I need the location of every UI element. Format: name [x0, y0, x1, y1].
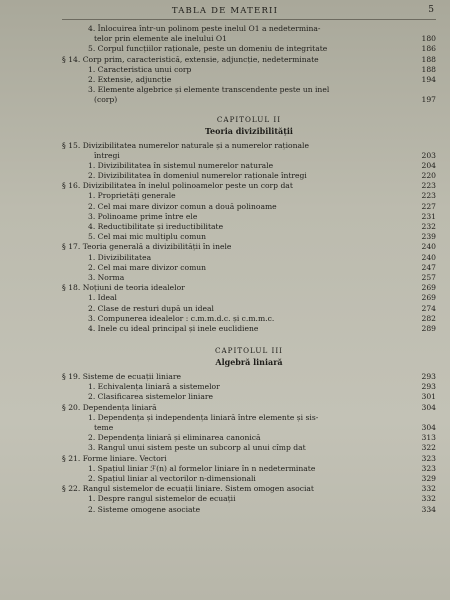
toc-entry-text: § 15. Divizibilitatea numerelor naturale și a numerelor raționale — [62, 140, 309, 150]
toc-subsection-entry — [62, 324, 436, 334]
toc-page-number: 220 — [421, 171, 436, 181]
toc-page-number: 304 — [421, 402, 436, 412]
toc-entry-text: teme — [94, 423, 114, 432]
toc-subsection-entry — [62, 273, 436, 283]
toc-subsection-entry — [62, 304, 436, 314]
toc-page-number: 293 — [421, 372, 436, 382]
toc-section-entry — [62, 484, 436, 494]
toc-page-number: 269 — [421, 293, 436, 303]
toc-section-entry — [62, 242, 436, 252]
toc-page-number: 282 — [421, 313, 436, 323]
toc-subsection-entry — [62, 191, 436, 201]
toc-page-number: 274 — [421, 303, 436, 313]
toc-entry-text: 2. Clase de resturi după un ideal — [88, 303, 214, 313]
toc-page-number: 289 — [421, 323, 436, 333]
chapter-label: CAPITOLUL II — [216, 114, 282, 124]
toc-entry-text: 2. Sisteme omogene asociate — [88, 504, 201, 514]
toc-subsection-entry — [62, 263, 436, 273]
toc-section-entry — [62, 55, 436, 65]
toc-subsection-entry — [62, 505, 436, 515]
toc-page-number: 240 — [421, 252, 436, 262]
toc-page-number: 188 — [421, 54, 436, 64]
toc-subsection-entry — [62, 293, 436, 303]
toc-entry-text: 3. Elemente algebrice și elemente transcendente peste un inel — [88, 85, 330, 95]
toc-subsection-entry — [62, 44, 436, 54]
toc-entry-text: 3. Compunerea idealelor : c.m.m.d.c. și c.m.m.c. — [88, 313, 275, 323]
toc-entry-text: 1. Despre rangul sistemelor de ecuații — [88, 494, 236, 504]
toc-subsection-entry — [62, 253, 436, 263]
toc-page-number: 257 — [421, 272, 436, 282]
toc-entry-text: 1. Caracteristica unui corp — [88, 64, 192, 74]
toc-entry-text: 2. Cel mai mare divizor comun a două polinoame — [88, 201, 277, 211]
toc-subsection-entry — [62, 202, 436, 212]
toc-entry-text: § 19. Sisteme de ecuații liniare — [62, 372, 181, 382]
toc-entry-text: § 20. Dependența liniară — [62, 402, 157, 412]
toc-page-number: 203 — [421, 150, 436, 160]
toc-entry-text: § 22. Rangul sistemelor de ecuații liniare. Sistem omogen asociat — [62, 484, 314, 494]
toc-entry-text: 3. Rangul unui sistem peste un subcorp al unui cîmp dat — [88, 443, 306, 453]
toc-subsection-entry — [62, 65, 436, 75]
toc-entry-text: 5. Corpul funcțiilor raționale, peste un domeniu de integritate — [88, 44, 328, 54]
toc-subsection-entry — [62, 314, 436, 324]
toc-entry-text: 1. Dependența și independența liniară între elemente și sis- — [88, 412, 319, 422]
table-of-contents — [62, 24, 436, 515]
toc-entry-text: 4. Inele cu ideal principal și inele euclidiene — [88, 323, 259, 333]
toc-entry-text: 1. Divizibilitatea — [88, 252, 152, 262]
toc-subsection-entry — [62, 433, 436, 443]
chapter-label: CAPITOLUL III — [214, 346, 284, 356]
toc-subsection-entry — [62, 494, 436, 504]
chapter-title: Teoria divizibilității — [205, 125, 293, 136]
toc-entry-text: 4. Înlocuirea într-un polinom peste inelul O1 a nedetermina- — [88, 24, 321, 33]
toc-entry-text: 2. Divizibilitatea în domeniul numerelor raționale întregi — [88, 171, 307, 181]
toc-page-number: 332 — [421, 484, 436, 494]
toc-subsection-entry — [62, 222, 436, 232]
toc-page-number: 247 — [421, 262, 436, 272]
toc-entry-text: 1. Divizibilitatea în sistemul numerelor naturale — [88, 160, 274, 170]
toc-page-number: 293 — [421, 382, 436, 392]
toc-entry-text: 2. Spațiul liniar al vectorilor n-dimensionali — [88, 473, 256, 483]
toc-page-number: 180 — [421, 34, 436, 44]
toc-page-number: 231 — [421, 211, 436, 221]
toc-page-number: 322 — [421, 443, 436, 453]
toc-page-number: 323 — [421, 453, 436, 463]
toc-page-number: 204 — [421, 160, 436, 170]
toc-subsection-entry — [62, 212, 436, 222]
toc-block-chapter1-end — [62, 24, 436, 106]
toc-entry-text: § 21. Forme liniare. Vectori — [62, 453, 167, 463]
toc-entry-text: § 18. Noțiuni de teoria idealelor — [62, 283, 185, 293]
toc-page-number: 197 — [421, 95, 436, 105]
toc-subsection-entry — [62, 423, 436, 433]
toc-subsection-entry — [62, 171, 436, 181]
toc-entry-text: (corp) — [94, 95, 118, 105]
toc-subsection-entry — [62, 161, 436, 171]
toc-subsection-entry — [62, 95, 436, 105]
toc-entry-text: 3. Polinoame prime între ele — [88, 211, 198, 221]
toc-entry-text: 2. Dependența liniară și eliminarea canonică — [88, 433, 261, 443]
toc-subsection-entry — [62, 443, 436, 453]
toc-section-entry — [62, 283, 436, 293]
toc-entry-text: 1. Proprietăți generale — [88, 191, 176, 201]
toc-entry-text: telor prin elemente ale inelului O1 — [94, 34, 227, 44]
toc-page-number: 194 — [421, 74, 436, 84]
toc-page-number: 301 — [421, 392, 436, 402]
toc-entry-text: 2. Cel mai mare divizor comun — [88, 262, 207, 272]
toc-page-number: 239 — [421, 232, 436, 242]
toc-page-number: 188 — [421, 64, 436, 74]
toc-entry-text: întregi — [94, 150, 120, 160]
toc-section-entry — [62, 372, 436, 382]
header-rule — [62, 19, 436, 20]
toc-page-number: 269 — [421, 283, 436, 293]
toc-entry-text: § 16. Divizibilitatea în inelul polinoamelor peste un corp dat — [62, 181, 293, 191]
toc-subsection-entry — [62, 413, 436, 423]
toc-entry-text: 2. Clasificarea sistemelor liniare — [88, 392, 213, 402]
toc-entry-text: 1. Echivalența liniară a sistemelor — [88, 382, 220, 392]
toc-entry-text: § 14. Corp prim, caracteristică, extensie, adjuncție, nedeterminate — [62, 54, 319, 64]
toc-subsection-entry — [62, 474, 436, 484]
toc-entry-text: § 17. Teoria generală a divizibilității în inele — [62, 242, 232, 252]
toc-subsection-entry — [62, 392, 436, 402]
toc-page-number: 240 — [421, 242, 436, 252]
toc-page-number: 223 — [421, 191, 436, 201]
toc-page-number: 329 — [421, 473, 436, 483]
toc-page-number: 186 — [421, 44, 436, 54]
toc-subsection-entry — [62, 382, 436, 392]
toc-entry-text: 4. Reductibilitate și ireductibilitate — [88, 222, 224, 231]
toc-page-number: 313 — [421, 433, 436, 443]
toc-section-entry — [62, 181, 436, 191]
toc-subsection-entry — [62, 34, 436, 44]
toc-page-number: 232 — [421, 222, 436, 231]
toc-subsection-entry — [62, 24, 436, 34]
toc-page-number: 227 — [421, 201, 436, 211]
toc-subsection-entry — [62, 151, 436, 161]
toc-subsection-entry — [62, 75, 436, 85]
toc-entry-text: 1. Ideal — [88, 293, 117, 303]
toc-entry-text: 2. Extensie, adjuncție — [88, 74, 172, 84]
toc-subsection-entry — [62, 464, 436, 474]
toc-subsection-entry — [62, 232, 436, 242]
toc-page-number: 334 — [421, 504, 436, 514]
toc-entry-text: 3. Norma — [88, 272, 125, 282]
toc-page-number: 332 — [421, 494, 436, 504]
toc-section-entry — [62, 454, 436, 464]
toc-section-entry — [62, 141, 436, 151]
page-number: 5 — [428, 5, 434, 15]
running-title: TABLA DE MATERII — [171, 6, 279, 16]
toc-section-entry — [62, 403, 436, 413]
toc-subsection-entry — [62, 85, 436, 95]
toc-block-chapter3 — [62, 372, 436, 515]
toc-page-number: 223 — [421, 181, 436, 191]
toc-page-number: 323 — [421, 463, 436, 473]
toc-entry-text: 1. Spațiul liniar ℱ(n) al formelor liniare în n nedeterminate — [88, 463, 316, 473]
toc-entry-text: 5. Cel mai mic multiplu comun — [88, 232, 207, 242]
toc-page-number: 304 — [421, 423, 436, 432]
chapter-title: Algebră liniară — [215, 357, 283, 368]
toc-block-chapter2 — [62, 141, 436, 335]
